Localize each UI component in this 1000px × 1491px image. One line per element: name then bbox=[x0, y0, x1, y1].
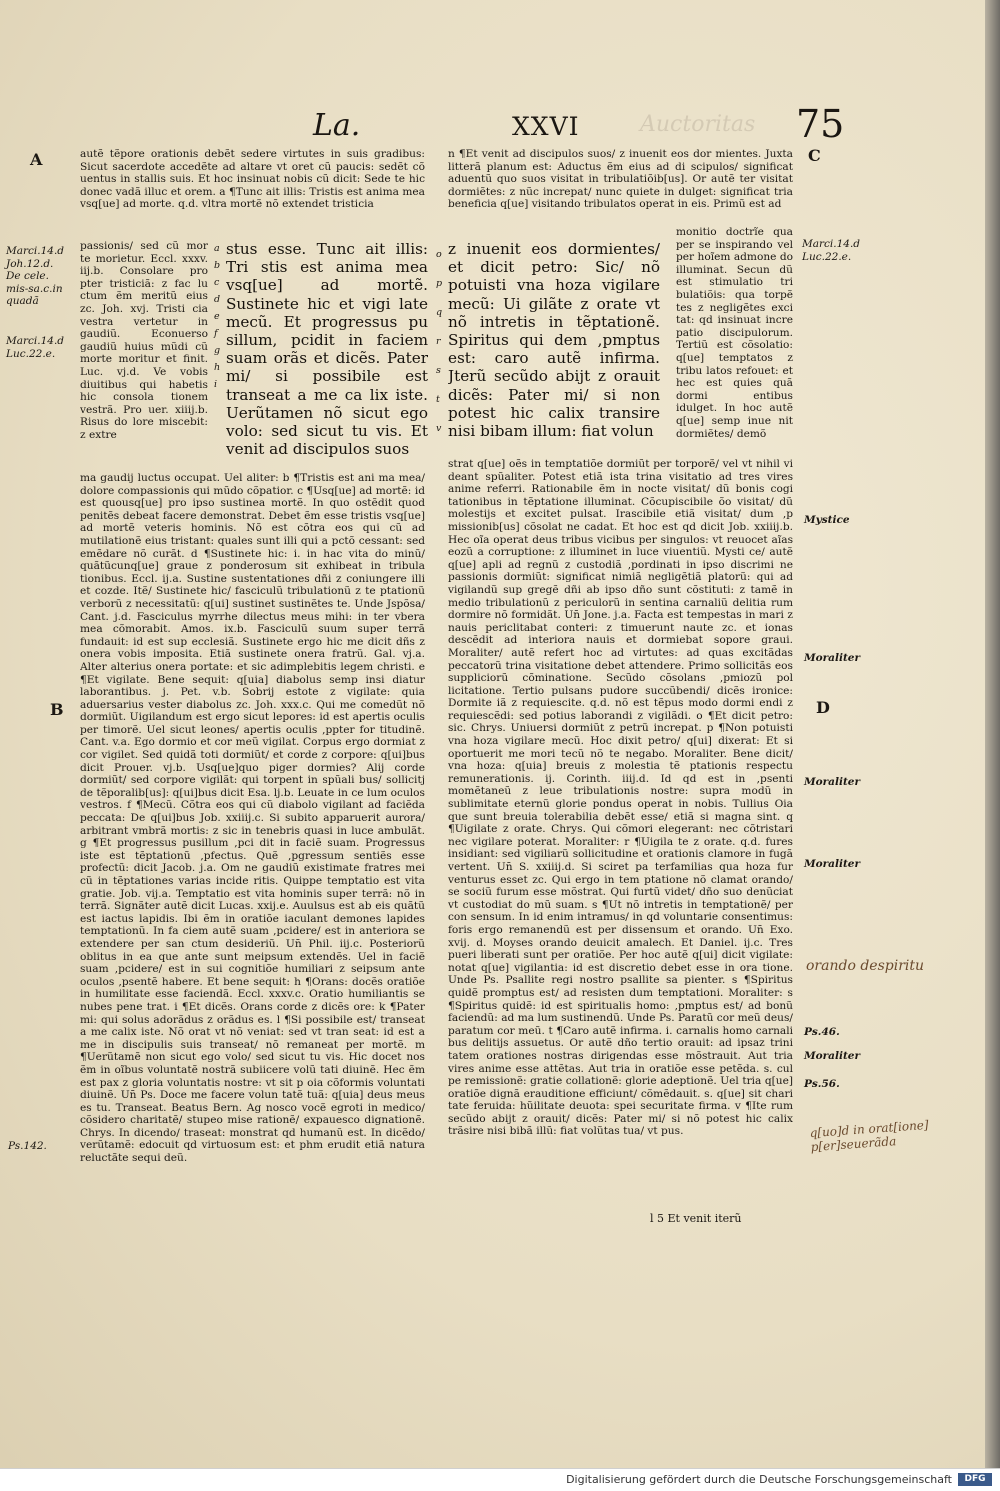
margin-note-left-3: Ps.142. bbox=[8, 1140, 47, 1152]
margin-note-left-2: Marci.14.d Luc.22.e. bbox=[6, 335, 65, 360]
margin-note-right-4: Moraliter bbox=[804, 776, 861, 788]
section-letter-a: A bbox=[30, 150, 43, 169]
handwritten-annotation-2: q[uo]d in orat[ione] p[er]seuerãda bbox=[809, 1117, 930, 1155]
margin-note-left-1: Marci.14.d Joh.12.d. De cele. mis-sa.c.in quadã bbox=[6, 245, 65, 308]
commentary-block-top-left: autẽ tẽpore orationis debẽt sedere virtutes in suis gradibus: Sicut sacerdote accedẽte ad altare vt oret cũ paucis: sedẽt cõ uentus in stallis suis. Et hoc insinuat nobis cũ dicit: Sede te hic donec vadã illuc et orem. a ¶Tunc ait illis: Tristis est anima mea vsq[ue] ad morte. q.d. vltra mortẽ nõ extendet tristicia bbox=[80, 148, 425, 211]
handwritten-annotation-1: orando despiritu bbox=[806, 958, 925, 974]
footer-bar bbox=[0, 1468, 1000, 1491]
dfg-logo: DFG bbox=[958, 1473, 992, 1486]
margin-note-right-7: Moraliter bbox=[804, 1050, 861, 1062]
section-letter-c: C bbox=[808, 146, 821, 165]
margin-note-right-1: Marci.14.d Luc.22.e. bbox=[802, 238, 861, 263]
commentary-block-right-narrow: monitio doctrĩe qua per se inspirando vel per hoĩem admone do illuminat. Secun dũ est stimulatio tri bulatiõis: qua torpẽ tes z negligẽtes exci tat: qd insinuat incre patio discipulorum. Tertiũ est cõsolatio: q[ue] temptatos z tribu latos refouet: et hec est quies quã dormi entibus idulget. In hoc autẽ q[ue] semp inue nit dormiẽtes/ demõ bbox=[676, 226, 793, 440]
margin-note-right-6: Ps.46. bbox=[804, 1026, 840, 1038]
gloss-marks-left: a b c d e f g h i bbox=[214, 243, 221, 390]
running-head-center: XXVI bbox=[512, 112, 580, 141]
show-through-text: Auctoritas bbox=[640, 112, 756, 137]
commentary-block-left-main: ma gaudij luctus occupat. Uel aliter: b ¶Tristis est ani ma mea/ dolore compassionis qui mũdo cõpatior. c ¶Usq[ue] ad mortẽ: id est quousq[ue] pro ipso sustinea mortẽ. In quo ostẽdit quod penitẽs debeat facere demonstrat. Debet ẽm esse tristis vsq[ue] ad mortẽ veteris hominis. Nõ est cõtra eos qui cũ ad mutilationẽ eius tristant: quales sunt illi qui a pctõ cessant: sed emẽdare nõ curãt. d ¶Sustinete hic: i. in hac vita do minũ/ quãtũcunq[ue] graue z ponderosum sit exhibeat in tribula tionibus. Eccl. ij.a. Sustine sustentationes dñi z coniungere illi et cozde. Itẽ/ Sustinete hic/ fasciculũ tribulationũ z te ptationũ verborũ z necessitatũ: q[ui] sustinet sustinẽtes te. Unde Jspõsa/ Cant. j.d. Fasciculus myrrhe dilectus meus mihi: in ter vbera mea cõmorabit. Amos. ix.b. Fasciculũ suum super terrã fundauit: id est sup ecclesiã. Sustinete ergo hic me dicit dñs z onera vobis imposita. Etiã sustinete onera fratrũ. Gal. vj.a. Alter alterius onera portate: et sic adimplebitis legem christi. e ¶Et vigilate. Bene sequit: q[uia] diabolus semp insi diatur laborantibus. j. Pet. v.b. Sobrij estote z vigilate: quia aduersarius vester diabolus zc. Joh. xxx.c. Qui me comedũt nõ dormiũt. Uigilandum est ergo sicut lepores: id est apertis oculis per timorẽ. Uel sicut leones/ apertis oculis ,ppter for titudinẽ. Cant. v.a. Ego dormio et cor meũ vigilat. Corpus ergo dormiat z cor vigilet. Sed quidã toti dormiũt/ et corde z corpore: q[ui]bus dicit Prouer. vj.b. Usq[ue]quo piger dormies? Alij corde dormiũt/ sed corpore vigilãt: qui torpent in spũali bus/ sollicitj de tẽporalib[us]: q[ui]bus dicit Esa. lj.b. Leuate in ce lum oculos vestros. f ¶Mecũ. Cõtra eos qui cũ diabolo vigilant ad faciẽda peccata: De q[ui]bus Job. xxiiij.c. Si subito apparuerit aurora/ arbitrant vmbrã mortis: z sic in tenebris quasi in luce ambulãt. g ¶Et progressus pusillum ,pci dit in faciẽ suam. Progressus iste est tẽptationũ ,pfectus. Quẽ ,pgressum sentiẽs esse profectũ: dicit Jacob. j.a. Om ne gaudiũ existimate fratres mei cũ in tẽptationes varias incide ritis. Quippe temptatio est vita gratie. Job. vij.a. Temptatio est vita hominis super terrã: nõ in terrã. Signãter autẽ dicit Lucas. xxij.e. Auulsus est ab eis quãtũ est iactus lapidis. Ibi ẽm in oratiõe iaculant demones lapides temptationũ. In fa ciem autẽ suam ,pcidere/ est in anteriora se extendere per san ctum desideriũ. Un̄ Phil. iij.c. Posteriorũ oblitus in ea que ante sunt meipsum extendẽs. Uel in faciẽ suam ,pcidere/ est in sui cognitiõe humiliari z seipsum ante oculos ,psentẽ habere. Et bene sequit: h ¶Orans: docẽs oratiõe in humilitate esse faciendã. Eccl. xxxv.c. Oratio humiliantis se nubes pene trat. i ¶Et dicẽs. Orans corde z dicẽs ore: k ¶Pater mi: qui solus adorãdus z orãdus es. l ¶Si possibile est/ transeat a me calix iste. Nõ orat vt nõ veniat: sed vt tran seat: id est a me in discipulis suis transeat/ nõ remaneat per mortẽ. m ¶Uerũtamẽ non sicut ego volo/ sed sicut tu vis. Hic docet nos ẽm in oĩbus voluntatẽ nostrã subiicere volũ tati diuinẽ. Hec ẽm est pax z gloria voluntatis nostre: vt sit p oia cõformis voluntati diuinẽ. Un̄ Ps. Doce me facere volun tatẽ tuã: q[uia] deus meus es tu. Transeat. Beatus Bern. Ag nosco vocẽ egroti in medico/ cõsidero charitatẽ/ stupeo mise rationẽ/ expauesco dignationẽ. Chrys. In dicendo/ traseat: monstrat qd humanũ est. In dicẽdo/ verũtamẽ: edocuit qd virtuosum est: et phm erudit etiã natura reluctãte sequi deũ. bbox=[80, 472, 425, 1165]
commentary-block-left-narrow: passionis/ sed cũ mor te morietur. Eccl. xxxv. iij.b. Consolare pro pter tristiciã: z fac lu ctum ẽm meritũ eius zc. Joh. xvj. Tristi cia vestra vertetur in gaudiũ. Econuerso gaudiũ huius mũdi cũ morte moritur et finit. Luc. vj.d. Ve vobis diuitibus qui habetis hic consola tionem vestrã. Pro uer. xiiij.b. Risus do lore miscebit: z extre bbox=[80, 240, 208, 441]
section-letter-b: B bbox=[50, 700, 64, 719]
margin-note-right-2: Mystice bbox=[804, 514, 850, 526]
margin-note-right-8: Ps.56. bbox=[804, 1078, 840, 1090]
folio-number: 75 bbox=[796, 102, 845, 146]
funding-notice: Digitalisierung gefördert durch die Deutsche Forschungsgemeinschaft bbox=[566, 1473, 952, 1486]
margin-note-right-3: Moraliter bbox=[804, 652, 861, 664]
commentary-block-top-right: n ¶Et venit ad discipulos suos/ z inuenit eos dor mientes. Juxta litterã planum est: Aductus ẽm eius ad di scipulos/ significat aduentũ quo suos visitat in tribulatiõib[us]. Or autẽ ter visitat dormiẽtes: z nũc increpat/ nunc quiete in dulget: significat tria beneficia q[ue] visitando tribulatos operat in eis. Primũ est ad bbox=[448, 148, 793, 211]
gloss-marks-right: o p q r s t v bbox=[436, 249, 443, 434]
running-head-left: La. bbox=[313, 108, 361, 143]
catchword: l 5 Et venit iterũ bbox=[650, 1212, 742, 1225]
gospel-text-left: stus esse. Tunc ait illis: Tri stis est anima mea vsq[ue] ad mortẽ. Sustinete hic et vigi late mecũ. Et progressus pu sillum, pcidit in faciem suam orãs et dicẽs. Pater mi/ si possibile est transeat a me ca lix iste. Uerũtamen nõ sicut ego volo: sed sicut tu vis. Et venit ad discipulos suos bbox=[226, 240, 428, 459]
section-letter-d: D bbox=[816, 698, 830, 717]
page-edge-shadow bbox=[985, 0, 1000, 1468]
commentary-block-right-main: strat q[ue] oẽs in temptatiõe dormiũt per torporẽ/ vel vt nihil vi deant spũaliter. Potest etiã ista trina visitatio ad tres vires anime referri. Rationabile ẽm in nocte visitat/ dũ bonis cogi tationibus in tẽptatione illuminat. Cõcupiscibile õo visitat/ dũ molestijs et excitet pulsat. Irascibile etiã visitat/ dum ,p missionib[us] cõsolat ne cadat. Et hoc est qd dicit Job. xxiiij.b. Hec oĩa operat deus tribus vicibus per singulos: vt reuocet aĩas eozũ a corruptione: z illuminet in luce viuentiũ. Mysti ce/ autẽ q[ue] apli ad regnũ z custodiã ,pordinati in ipso discrimi ne passionis dormiũt: significat nimiã negligẽtiã platorũ: qui ad vigilandũ sup gregẽ dñi ab ipso dño sunt cõstituti: z tamẽ in medio tribulationũ z periculorũ in sentina carnaliũ delitia rum dormire nõ formidãt. Un̄ Jone. j.a. Facta est tempestas in mari z nauis periclitabat conteri: z timuerunt naute zc. et ionas descẽdit ad interiora nauis et dormiebat sopore graui. Moraliter/ autẽ refert hoc ad virtutes: ad quas excitãdas peccatorũ trina visitatione debet attendere. Primo sollicitãs eos suppliciorũ cõminatione. Secũdo cõsolans ,pmiozũ pol licitatione. Tertio pulsans pudore succũbendi/ dicẽs ironice: Dormite iã z requiescite. q.d. nõ est tẽpus modo dormi endi z requiescẽdi: sed potius laborandi z vigilãdi. o ¶Et dicit petro: sic. Chrys. Uniuersi dormiũt z petrũ increpat. p ¶Non potuisti vna hoza vigilare mecũ. Hoc dixit petro/ q[ui] dixerat: Et si oportuerit me mori tecũ nõ te negabo. Moraliter. Bene dicit/ vna hoza: q[uia] breuis z molestia tẽ ptationis respectu remunerationis. ij. Corinth. iiij.d. Id qd est in ,psenti momẽtaneũ z leue tribulationis nostre: supra modũ in sublimitate eternũ glorie pondus operat in nobis. Tullius Oia que sunt breuia tolerabilia debẽt esse/ etiã si magna sint. q ¶Uigilate z orate. Chrys. Qui cõmori elegerant: nec cõtristari nec vigilare poterat. Moraliter: r ¶Uigila te z orate. q.d. fures insidiant: sed vigiliarũ sollicitudine et orationis clamore in fugã vertent. Un̄ S. xxiiij.d. Si sciret pa terfamilias qua hoza fur venturus esset zc. Qui ergo in tem ptatione nõ clamat orando/ se sociũ furum esse mõstrat. Qui furtũ videt/ dño suo denũciat vt custodiat do mũ suam. s ¶Ut nõ intretis in temptationẽ/ per con sensum. In id enim intramus/ in qd voluntarie consentimus: foris ergo remanendũ est per dissensum et orando. Un̄ Exo. xvij. d. Moyses orando deuicit amalech. Et Daniel. ij.c. Tres pueri liberati sunt per oratiõe. Per hoc autẽ q[ui] dicit vigilate: notat q[ue] vigilantia: id est discretio debet esse in ora tione. Unde Ps. Psallite regi nostro psallite sa pienter. s ¶Spiritus quidẽ promptus est/ ad resisten dum temptationi. Moraliter: s ¶Spiritus quidẽ: id est spiritualis homo: ,pmptus est/ ad bonũ faciendũ: ad ma lum sustinendũ. Unde Ps. Paratũ cor meũ deus/ paratum cor meũ. t ¶Caro autẽ infirma. i. carnalis homo carnali bus delitijs assuetus. Or autẽ dño tertio orauit: ad ipsaz trini tatem orationes nostras dirigendas esse mõstrauit. Aut tria vires anime esse attẽtas. Aut tria in oratiõe esse petẽda. s. cul pe remissionẽ: gratie collationẽ: glorie adeptionẽ. Uel tria q[ue] oratiõe dignã erauditione efficiunt/ cõmẽdauit. s. q[ue] sit chari tate feruida: hũilitate deuota: spei securitate firma. v ¶Ite rum secũdo abijt z orauit/ dicẽs: Pater mi/ si nõ potest hic calix trãsire nisi bibã illũ: fiat volũtas tua/ vt pus. bbox=[448, 458, 793, 1138]
gospel-text-right: z inuenit eos dormientes/ et dicit petro: Sic/ nõ potuisti vna hoza vigilare mecũ: Ui gilãte z orate vt nõ intretis in tẽptationẽ. Spiritus qui dem ,pmptus est: caro autẽ infirma. Jterũ secũdo abijt z orauit dicẽs: Pater mi/ si non potest hic calix transire nisi bibam illum: fiat volun bbox=[448, 240, 660, 441]
margin-note-right-5: Moraliter bbox=[804, 858, 861, 870]
